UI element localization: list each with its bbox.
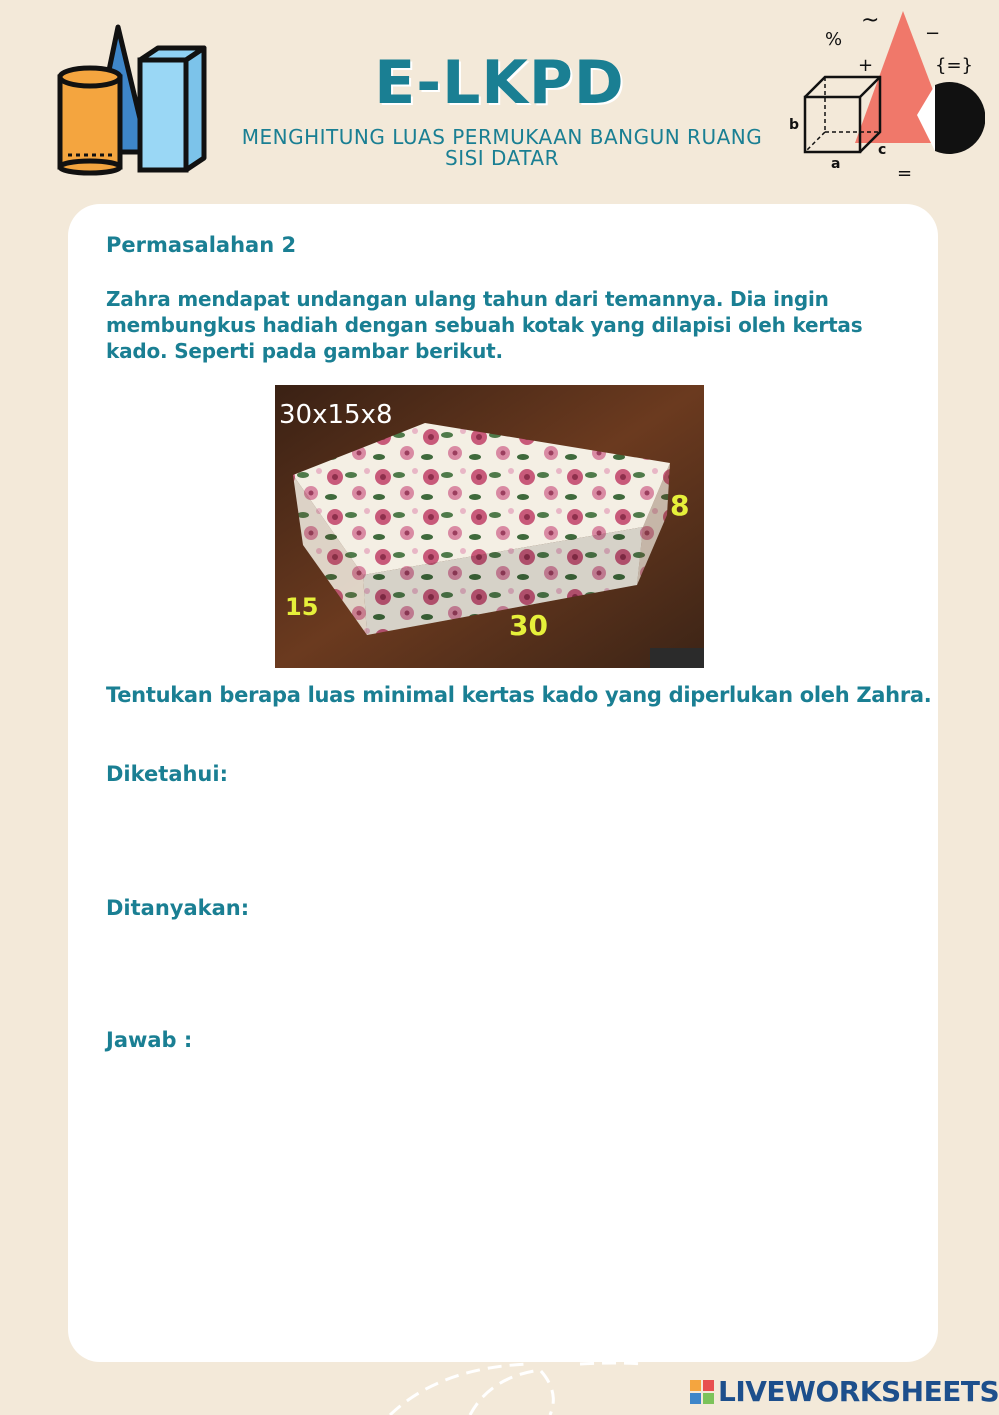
percent-symbol: % [825, 29, 843, 50]
page-title: E-LKPD [374, 48, 625, 118]
cube-label-b: b [789, 117, 800, 133]
liveworksheets-logo-icon [690, 1380, 714, 1404]
liveworksheets-logo-text: LIVEWORKSHEETS [718, 1375, 999, 1408]
asked-label: Ditanyakan: [106, 896, 250, 920]
photo-label-height: 8 [670, 489, 690, 522]
photo-caption: 30x15x8 [279, 400, 393, 430]
problem-heading: Permasalahan 2 [106, 233, 297, 257]
cube-label-a: a [831, 156, 841, 172]
gift-box-photo [275, 385, 704, 668]
plus-symbol: + [858, 55, 874, 76]
tilde-symbol: ~ [861, 8, 880, 33]
question-text: Tentukan berapa luas minimal kertas kado yang diperlukan oleh Zahra. [106, 683, 932, 707]
equals-symbol: = [897, 163, 913, 184]
photo-label-length: 30 [509, 609, 548, 642]
decorative-dashed-arcs [380, 1362, 660, 1415]
cube-label-c: c [878, 142, 887, 158]
braces-symbol: {=} [935, 55, 973, 76]
photo-label-width: 15 [285, 593, 319, 621]
answer-label: Jawab : [106, 1028, 193, 1052]
math-symbols-illustration [785, 5, 985, 185]
minus-symbol: − [925, 23, 941, 44]
page-subtitle: MENGHITUNG LUAS PERMUKAAN BANGUN RUANG SISI DATAR [241, 125, 763, 170]
problem-text: Zahra mendapat undangan ulang tahun dari temannya. Dia ingin membungkus hadiah dengan sebuah kotak yang dilapisi oleh kertas kado. Seperti pada gambar berikut. [106, 287, 863, 363]
known-label: Diketahui: [106, 762, 228, 786]
